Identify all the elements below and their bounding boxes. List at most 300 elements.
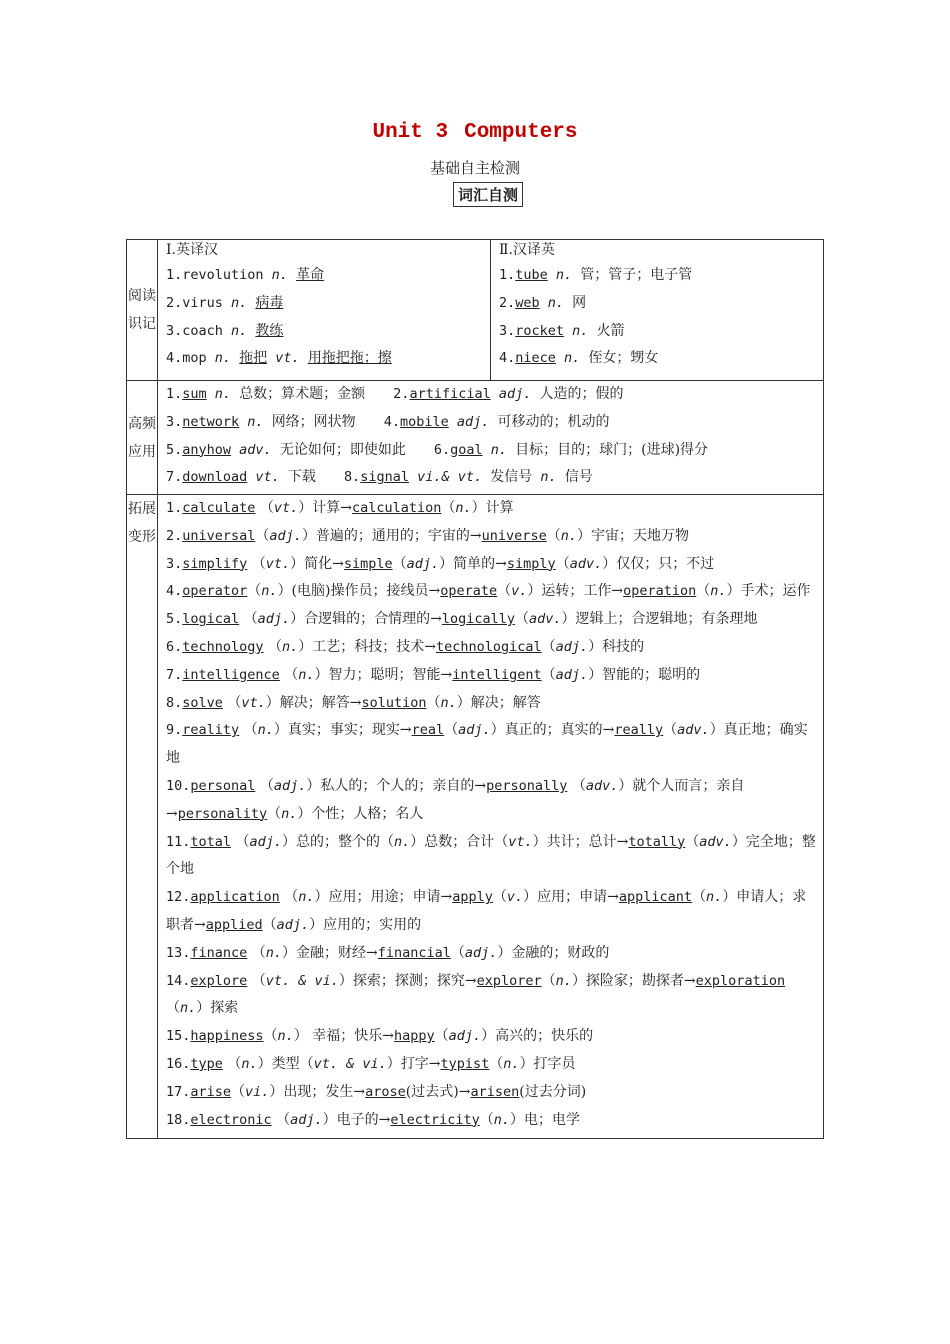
item-word: 3.coach (166, 322, 232, 339)
item-number: 10. (166, 777, 191, 794)
part-of-speech: n. (503, 1055, 520, 1072)
definition: （ (231, 833, 250, 850)
part-of-speech: n. (455, 500, 472, 516)
part-of-speech: n. (555, 972, 572, 989)
list-item (158, 1023, 823, 1051)
answer: exploration (695, 972, 786, 989)
answer: simple (343, 555, 393, 572)
part-of-speech: adv. (677, 722, 710, 739)
item-word: 4.mop (166, 350, 215, 367)
definition: （ (515, 611, 530, 628)
list-item (158, 578, 823, 606)
definition: （ (239, 611, 258, 628)
definition: （ (426, 694, 441, 711)
definition: （ (262, 916, 277, 933)
item-number: 2. (499, 294, 516, 311)
definition: ）应用；申请→ (523, 889, 619, 906)
answer: intelligent (452, 666, 542, 683)
definition: ）智能的；聪明的 (588, 666, 701, 683)
definition: ）打字→ (386, 1055, 441, 1072)
item-number: 1. (166, 386, 183, 402)
definition: ）打字员 (519, 1055, 576, 1072)
answer: 革命 (296, 267, 325, 283)
definition: （ (239, 722, 258, 739)
answer: 用拖把拖；擦 (307, 350, 392, 367)
definition: ）合逻辑的；合情理的→ (290, 611, 442, 628)
item-number: 8. (343, 469, 361, 486)
freq-row (127, 381, 824, 495)
definition: （ (267, 805, 282, 822)
part-of-speech: n. (547, 267, 581, 283)
part-of-speech: adj. (290, 1111, 323, 1128)
answer: financial (377, 944, 451, 961)
part-of-speech: adj. (273, 777, 307, 794)
definition: （ (555, 555, 570, 572)
item-number: 2. (166, 527, 183, 544)
part-of-speech: n. (710, 583, 727, 600)
answer: logically (441, 611, 516, 628)
definition: （ (255, 527, 270, 544)
definition: ）电；电学 (510, 1111, 581, 1128)
part-of-speech: adj. (448, 1028, 482, 1045)
item-number: 3. (499, 322, 516, 339)
definition: ）计算→ (298, 500, 352, 516)
part-of-speech: n. (564, 322, 597, 339)
definition: （ (247, 944, 266, 961)
list-item (491, 262, 823, 290)
part-of-speech: n. (482, 441, 516, 458)
definition: （ (567, 777, 586, 794)
definition: （ (685, 833, 700, 850)
part-of-speech: n. (298, 666, 315, 683)
list-item (158, 437, 823, 465)
answer: arise (190, 1083, 232, 1100)
definition: ）运转；工作→ (527, 583, 624, 600)
answer: happiness (190, 1028, 264, 1045)
vocab-table (126, 239, 824, 1139)
answer: personality (177, 805, 268, 822)
list-item (158, 523, 823, 551)
answer: explorer (476, 972, 542, 989)
list-item (158, 1079, 823, 1107)
expand-cell (158, 495, 824, 1139)
read-label: 阅读识记 (127, 240, 158, 381)
part-of-speech: n. (706, 889, 723, 906)
answer: anyhow (182, 441, 232, 458)
part-of-speech: vt. (267, 350, 308, 367)
answer: solution (361, 694, 427, 711)
definition: （ (497, 583, 512, 600)
definition: 信号 (564, 469, 593, 486)
definition: 人造的；假的 (539, 386, 624, 402)
definition: （ (444, 722, 459, 739)
part-of-speech: vi. (245, 1083, 270, 1100)
definition: （ (263, 1028, 278, 1045)
list-item (158, 690, 823, 718)
part-of-speech: adj. (490, 386, 540, 402)
definition: ） 幸福；快乐→ (293, 1028, 394, 1045)
item-number: 15. (166, 1028, 191, 1045)
list-item (158, 662, 823, 690)
part-of-speech: n. (239, 413, 272, 430)
page-title (0, 121, 950, 144)
answer: electricity (390, 1111, 480, 1128)
definition: （ (255, 500, 274, 516)
item-number: 4. (383, 413, 400, 430)
answer: niece (515, 350, 556, 367)
definition: （ (222, 1055, 242, 1072)
list-item (158, 290, 490, 318)
list-item (158, 940, 823, 968)
answer: totally (628, 833, 686, 850)
definition: ）类型（ (257, 1055, 314, 1072)
item-number: 18. (166, 1111, 191, 1128)
answer: simplify (182, 555, 248, 572)
definition: ）科技的 (588, 638, 645, 655)
list-item (158, 773, 823, 829)
list-item (158, 634, 823, 662)
answer: download (182, 469, 248, 486)
definition: 火箭 (596, 322, 625, 339)
unit-number: Unit 3 (372, 121, 449, 144)
answer: 病毒 (255, 294, 284, 311)
part-of-speech: adj. (406, 555, 440, 572)
answer: web (515, 294, 540, 311)
item-number: 6. (433, 441, 451, 458)
definition: （ (541, 972, 556, 989)
part-of-speech: n. (282, 638, 299, 655)
answer: operate (440, 583, 498, 600)
answer: arose (365, 1083, 406, 1100)
definition: ）真实；事实；现实→ (273, 722, 412, 739)
item-number: 14. (166, 972, 191, 989)
item-word: 1.revolution (166, 267, 272, 283)
definition: ）完全地；整个地 (166, 833, 816, 878)
unit-topic: Computers (464, 121, 578, 144)
item-number: 8. (166, 694, 183, 711)
answer: technology (182, 638, 264, 655)
definition: （ (541, 666, 556, 683)
definition: ）共计；总计→ (532, 833, 629, 850)
answer: real (411, 722, 445, 739)
item-number: 2. (393, 386, 410, 402)
part-of-speech: n. (539, 294, 573, 311)
part-of-speech: n. (555, 350, 589, 367)
answer: tube (515, 267, 548, 283)
answer: intelligence (182, 666, 280, 683)
definition: ）解决；解答→ (265, 694, 362, 711)
item-number: 4. (166, 583, 183, 600)
answer: technological (436, 638, 542, 655)
cn-to-en-cell (491, 240, 824, 381)
answer: electronic (190, 1111, 272, 1128)
definition: ）手术；运作 (726, 583, 811, 600)
part-of-speech: vt. (247, 469, 288, 486)
part-of-speech: n. (440, 694, 457, 711)
item-number: 5. (166, 611, 183, 628)
answer: application (190, 889, 280, 906)
item-number: 6. (166, 638, 183, 655)
part-of-speech: vt. (273, 500, 299, 516)
freq-label: 高频应用 (127, 381, 158, 495)
en-to-cn-cell (158, 240, 491, 381)
definition: ）简单的→ (439, 555, 507, 572)
definition: 发信号 (490, 469, 533, 486)
item-number: 5. (166, 441, 183, 458)
definition: （ (392, 555, 407, 572)
definition: （ (247, 583, 262, 600)
list-item (158, 262, 490, 290)
definition: ）应用；用途；申请→ (314, 889, 453, 906)
list-item (158, 884, 823, 940)
answer: reality (182, 722, 240, 739)
definition: ）应用的；实用的 (309, 916, 422, 933)
definition: （ (450, 944, 465, 961)
definition: （ (492, 889, 507, 906)
part-of-speech: vt. & vi. (265, 972, 339, 989)
part-of-speech: adv. (585, 777, 619, 794)
definition: ）申请人；求职者→ (166, 889, 807, 933)
item-number: 13. (166, 944, 191, 961)
definition: ）(电脑)操作员；接线员→ (277, 583, 441, 600)
definition: （ (231, 1083, 246, 1100)
part-of-speech: adj. (276, 916, 310, 933)
part-of-speech: adj. (464, 944, 498, 961)
answer: universe (481, 527, 547, 544)
answer: logical (182, 611, 240, 628)
answer: arisen (470, 1083, 520, 1100)
part-of-speech: vt. (241, 694, 266, 711)
answer: finance (190, 944, 248, 961)
item-number: 3. (166, 413, 183, 430)
definition: ）普遍的；通用的；宇宙的→ (301, 527, 482, 544)
part-of-speech: v. (506, 889, 524, 906)
part-of-speech: n. (241, 1055, 258, 1072)
definition: ）出现；发生→ (269, 1083, 366, 1100)
definition: 网 (572, 294, 587, 311)
answer: applied (205, 916, 263, 933)
part-of-speech: n. (214, 350, 240, 367)
definition: ）计算 (471, 500, 514, 516)
item-word: 2.virus (166, 294, 232, 311)
answer: mobile (399, 413, 449, 430)
item-number: 7. (166, 469, 183, 486)
item-number: 1. (499, 267, 516, 283)
definition: ）真正地；确实地 (166, 722, 808, 767)
expand-label: 拓展变形 (127, 495, 158, 1139)
answer: operator (182, 583, 248, 600)
answer: artificial (409, 386, 491, 402)
part-of-speech: vt. (265, 555, 291, 572)
definition: （ (263, 638, 282, 655)
definition: （ (434, 1028, 449, 1045)
definition: （ (279, 889, 299, 906)
list-item (158, 318, 490, 346)
list-item (158, 968, 823, 1024)
part-of-speech: n. (231, 294, 256, 311)
definition: ）探索；探测；探究→ (338, 972, 477, 989)
answer: goal (450, 441, 483, 458)
list-item (158, 495, 823, 523)
expand-row (127, 495, 824, 1139)
part-of-speech: adj. (555, 666, 589, 683)
list-item (491, 345, 823, 373)
definition: （ (441, 500, 456, 516)
list-item (158, 464, 823, 492)
list-item (158, 829, 823, 885)
item-number: 17. (166, 1083, 191, 1100)
definition: （ (247, 555, 266, 572)
definition: 总数；算术题；金额 (239, 386, 366, 402)
part-of-speech: n. (281, 805, 298, 822)
part-of-speech: n. (560, 527, 577, 544)
list-item (158, 606, 823, 634)
definition: （ (279, 666, 299, 683)
item-number: 16. (166, 1055, 191, 1072)
answer: calculate (182, 500, 256, 516)
page-subtitle: 基础自主检测 (429, 159, 520, 177)
item-number: 12. (166, 889, 191, 906)
part-of-speech: n. (532, 469, 565, 486)
part-of-speech: adj. (448, 413, 498, 430)
definition: (过去分词) (519, 1083, 587, 1100)
part-of-speech: n. (271, 267, 297, 283)
definition: （ (541, 638, 556, 655)
part-of-speech: n. (394, 833, 411, 850)
part-of-speech: n. (493, 1111, 511, 1128)
definition: (过去式)→ (405, 1083, 471, 1100)
item-number: 7. (166, 666, 183, 683)
part-of-speech: n. (257, 722, 274, 739)
answer: signal (360, 469, 409, 486)
part-of-speech: adv. (699, 833, 732, 850)
definition: 目标；目的；球门；(进球)得分 (515, 441, 709, 458)
definition: 管；管子；电子管 (580, 267, 693, 283)
list-item (158, 717, 823, 773)
en-to-cn-title: Ⅰ.英译汉 (166, 242, 218, 258)
part-of-speech: adv. (529, 611, 562, 628)
definition: ）仅仅；只；不过 (602, 555, 715, 572)
part-of-speech: adj. (458, 722, 491, 739)
answer: universal (182, 527, 256, 544)
list-item (158, 409, 823, 437)
answer: apply (452, 889, 493, 906)
definition: （ (479, 1111, 494, 1128)
list-item (158, 551, 823, 579)
definition: ）金融的；财政的 (497, 944, 610, 961)
item-number: 3. (166, 555, 183, 572)
definition: ）探险家；勘探者→ (571, 972, 696, 989)
answer: explore (190, 972, 248, 989)
definition: 下载 (287, 469, 316, 486)
part-of-speech: adv. (569, 555, 603, 572)
answer: sum (182, 386, 207, 402)
part-of-speech: adj. (257, 611, 291, 628)
part-of-speech: n. (261, 583, 278, 600)
definition: ）宇宙；天地万物 (576, 527, 689, 544)
answer: 教练 (255, 322, 284, 339)
part-of-speech: vt. & vi. (313, 1055, 387, 1072)
list-item (158, 1107, 823, 1135)
definition: ）电子的→ (322, 1111, 391, 1128)
cn-to-en-title: Ⅱ.汉译英 (499, 242, 555, 258)
definition: （ (247, 972, 266, 989)
list-item (158, 1051, 823, 1079)
freq-cell (158, 381, 824, 495)
answer: typist (440, 1055, 490, 1072)
definition: （ (271, 1111, 291, 1128)
definition: ）总数；合计（ (410, 833, 509, 850)
definition: ）简化→ (290, 555, 344, 572)
answer: happy (394, 1028, 435, 1045)
definition: ）私人的；个人的；亲自的→ (306, 777, 487, 794)
definition: ）逻辑上；合逻辑地；有条理地 (561, 611, 758, 628)
part-of-speech: adj. (555, 638, 589, 655)
item-number: 1. (166, 500, 183, 516)
answer: solve (182, 694, 223, 711)
definition: （ (663, 722, 678, 739)
answer: total (190, 833, 232, 850)
list-item (158, 345, 490, 373)
item-number: 9. (166, 722, 183, 739)
section-heading: 词汇自测 (453, 182, 523, 207)
answer: network (182, 413, 240, 430)
part-of-speech: adj. (249, 833, 282, 850)
part-of-speech: vi.& vt. (408, 469, 491, 486)
part-of-speech: n. (277, 1028, 294, 1045)
part-of-speech: adj. (269, 527, 302, 544)
item-number: 4. (499, 350, 516, 367)
definition: 侄女；甥女 (588, 350, 659, 367)
definition: ）总的；整个的（ (282, 833, 394, 850)
definition: ）就个人而言；亲自→ (166, 777, 745, 822)
definition: ）探索 (196, 1000, 239, 1017)
list-item (491, 318, 823, 346)
part-of-speech: n. (206, 386, 240, 402)
answer: 拖把 (239, 350, 268, 367)
part-of-speech: vt. (508, 833, 533, 850)
answer: personal (190, 777, 256, 794)
definition: （ (546, 527, 561, 544)
definition: ）高兴的；快乐的 (481, 1028, 594, 1045)
answer: simply (506, 555, 556, 572)
definition: ）个性；人格；名人 (297, 805, 424, 822)
answer: operation (623, 583, 697, 600)
definition: （ (489, 1055, 504, 1072)
definition: ）金融；财经→ (282, 944, 378, 961)
answer: calculation (352, 500, 442, 516)
part-of-speech: n. (265, 944, 283, 961)
definition: （ (166, 1000, 180, 1017)
definition: ）解决；解答 (456, 694, 541, 711)
definition: （ (696, 583, 711, 600)
definition: 网络；网状物 (271, 413, 356, 430)
list-item (158, 381, 823, 409)
part-of-speech: v. (511, 583, 528, 600)
answer: rocket (515, 322, 565, 339)
definition: （ (255, 777, 274, 794)
definition: （ (692, 889, 707, 906)
definition: 可移动的；机动的 (497, 413, 610, 430)
part-of-speech: adv. (231, 441, 280, 458)
definition: ）工艺；科技；技术→ (298, 638, 436, 655)
answer: type (190, 1055, 223, 1072)
definition: （ (222, 694, 242, 711)
list-item (491, 290, 823, 318)
read-row (127, 240, 824, 381)
part-of-speech: n. (298, 889, 315, 906)
answer: really (614, 722, 664, 739)
